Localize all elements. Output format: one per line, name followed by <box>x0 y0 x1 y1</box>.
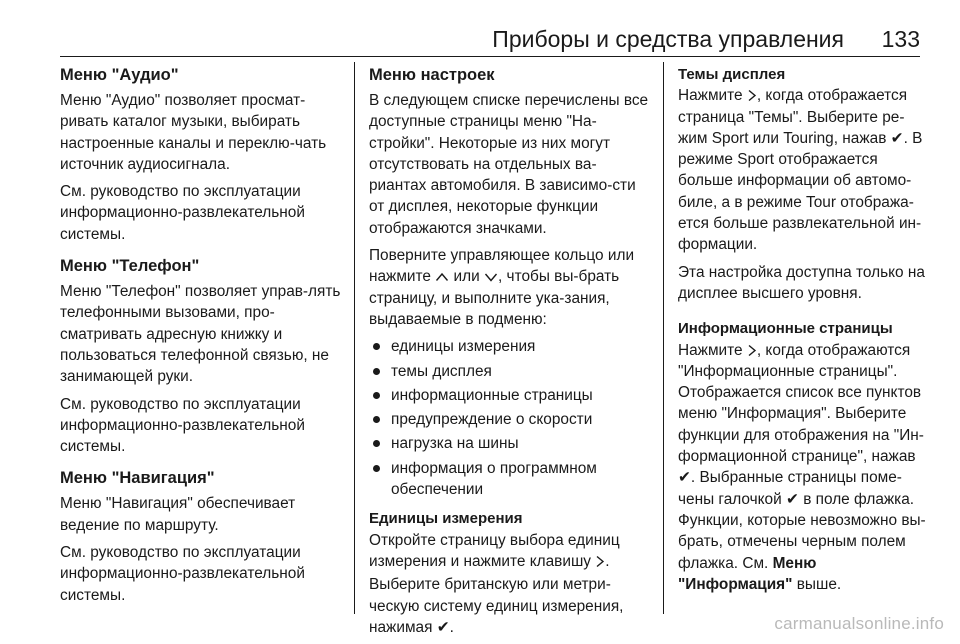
paragraph: См. руководство по эксплуатации информационно-развлекательной системы. <box>60 395 305 456</box>
section-heading: Меню "Навигация" <box>60 469 215 488</box>
subsection-heading: Единицы измерения <box>369 510 523 528</box>
watermark: carmanualsonline.info <box>774 614 944 633</box>
check-icon: ✔ <box>786 490 799 508</box>
column-divider <box>354 62 355 614</box>
paragraph <box>678 340 930 596</box>
text-run: Нажмите <box>678 341 743 359</box>
text-run: выше. <box>796 575 842 593</box>
cross-reference: Меню "Информация" <box>678 554 817 593</box>
paragraph: В следующем списке перечислены все доступные страницы меню "На-стройки". Некоторые из них могут отсутствовать на отдельных ва-риантах автомобиля. В зависимо-сти от дисплея, некоторые функции отображаются значками. <box>369 92 649 237</box>
chevron-down-icon <box>484 271 498 283</box>
column-left <box>60 64 342 614</box>
chevron-right-icon <box>595 555 605 568</box>
section-heading: Меню "Телефон" <box>60 257 200 276</box>
list-item: предупреждение о скорости <box>369 409 651 430</box>
section-audio <box>60 64 342 245</box>
section-heading: Меню "Аудио" <box>60 66 179 84</box>
text-run: , когда отображаются "Информационные страницы". Отображается список все пунктов меню "Информация". Выберите функции для отображения на "Ин-формационной странице", нажав <box>678 341 924 466</box>
section-heading: Меню настроек <box>369 66 495 84</box>
check-icon: ✔ <box>678 469 691 487</box>
column-divider <box>663 62 664 614</box>
paragraph <box>369 245 651 330</box>
paragraph: См. руководство по эксплуатации информационно-развлекательной системы. <box>60 183 305 243</box>
paragraph <box>678 85 930 255</box>
paragraph: Меню "Аудио" позволяет просмат-ривать каталог музыки, выбирать настроенные каналы и переклю-чать источник аудиосигнала. <box>60 92 327 173</box>
page-title: Приборы и средства управления <box>492 26 844 52</box>
list-item: единицы измерения <box>369 336 651 357</box>
check-icon: ✔ <box>890 129 904 147</box>
text-run: Откройте страницу выбора единиц измерения и нажмите клавишу <box>369 531 620 570</box>
text-run: . Выбранные страницы поме-чены галочкой <box>678 469 902 508</box>
subsection-heading: Темы дисплея <box>678 66 786 83</box>
page-number: 133 <box>881 26 920 52</box>
section-navigation <box>60 467 342 605</box>
paragraph: Откройте страницу выбора единиц измерения и нажмите клавишу . <box>369 531 620 570</box>
text-run: или <box>453 268 480 286</box>
paragraph: Выберите британскую или метри-ческую систему единиц измерения, нажимая ✔. <box>369 576 624 636</box>
text-run: Нажмите <box>678 87 743 105</box>
text-run: , чтобы вы-брать страницу, и выполните ука-зания, выдаваемые в подменю: <box>369 268 620 328</box>
paragraph: Эта настройка доступна только на дисплее высшего уровня. <box>678 263 925 302</box>
page-header <box>60 26 920 56</box>
check-icon: ✔ <box>436 618 450 636</box>
column-right <box>678 64 930 601</box>
text-run: . В режиме Sport отображается больше информации об автомо-биле, а в режиме Tour отобража-ется больше развлекательной ин-формации. <box>678 129 923 254</box>
paragraph: Меню "Навигация" обеспечивает ведение по маршруту. <box>60 495 296 534</box>
text-run: Выберите британскую или метри-ческую систему единиц измерения, нажимая <box>369 576 624 636</box>
text-run: в поле флажка. Функции, которые невозможно вы-брать, отмечены черным полем флажка. См. <box>678 490 926 572</box>
list-item: нагрузка на шины <box>369 433 651 454</box>
list-item: темы дисплея <box>369 361 651 382</box>
text-run: , когда отображается страница "Темы". Выберите ре-жим Sport или Touring, нажав <box>678 87 908 147</box>
column-middle <box>369 64 651 644</box>
header-divider <box>60 56 920 57</box>
subsection-heading: Информационные страницы <box>678 320 893 338</box>
settings-pages-list <box>369 336 651 500</box>
text-run: Поверните управляющее кольцо или нажмите <box>369 247 635 286</box>
list-item: информация о программном обеспечении <box>369 458 651 501</box>
chevron-right-icon <box>747 89 757 102</box>
chevron-right-icon <box>747 344 757 357</box>
section-phone <box>60 255 342 457</box>
paragraph: См. руководство по эксплуатации информационно-развлекательной системы. <box>60 544 305 604</box>
paragraph: Меню "Телефон" позволяет управ-лять телефонными вызовами, про-сматривать адресную книжку и пользоваться телефонной связью, не занимающей руки. <box>60 283 341 386</box>
chevron-up-icon <box>435 271 449 283</box>
list-item: информационные страницы <box>369 385 651 406</box>
